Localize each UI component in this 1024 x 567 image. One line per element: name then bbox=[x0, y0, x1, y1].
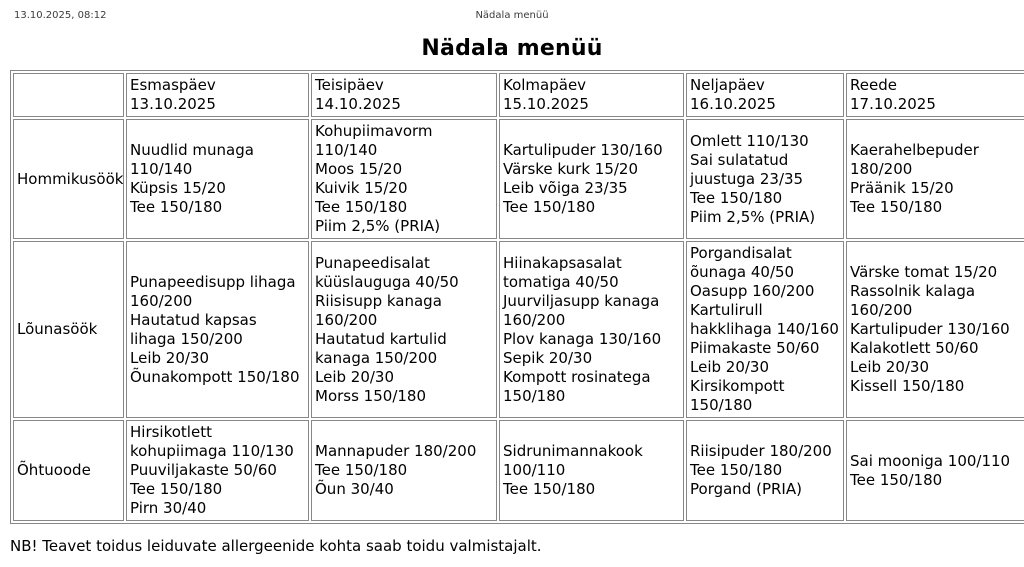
menu-cell bbox=[126, 119, 309, 239]
menu-item: Tee 150/180 bbox=[850, 198, 943, 216]
menu-cell bbox=[846, 241, 1024, 418]
day-name: Kolmapäev bbox=[503, 76, 587, 94]
menu-item: Kaerahelbepuder 180/200 bbox=[850, 141, 979, 178]
menu-row bbox=[13, 420, 1024, 521]
menu-cell bbox=[126, 420, 309, 521]
menu-cell bbox=[686, 420, 844, 521]
menu-item: Moos 15/20 bbox=[315, 160, 403, 178]
day-name: Neljapäev bbox=[690, 76, 765, 94]
menu-cell bbox=[311, 241, 497, 418]
menu-item: Tee 150/180 bbox=[503, 480, 596, 498]
menu-item: Õunakompott 150/180 bbox=[130, 367, 300, 386]
day-date: 16.10.2025 bbox=[690, 95, 776, 113]
menu-item: Kalakotlett 50/60 bbox=[850, 339, 979, 357]
menu-item: Pirn 30/40 bbox=[130, 499, 207, 517]
menu-item: Porgand (PRIA) bbox=[690, 480, 802, 498]
menu-item: Tee 150/180 bbox=[315, 461, 408, 479]
menu-cell bbox=[686, 241, 844, 418]
allergen-footnote: NB! Teavet toidus leiduvate allergeenide kohta saab toidu valmistajalt. bbox=[10, 537, 542, 555]
day-name: Esmaspäev bbox=[130, 76, 216, 94]
menu-item: Kartulirull hakklihaga 140/160 bbox=[690, 301, 839, 338]
day-date: 13.10.2025 bbox=[130, 95, 216, 113]
menu-item: Tee 150/180 bbox=[850, 470, 943, 489]
menu-cell bbox=[846, 420, 1024, 521]
print-header-document-title: Nädala menüü bbox=[475, 10, 549, 21]
menu-item: Küpsis 15/20 bbox=[130, 179, 226, 197]
menu-item: Rassolnik kalaga 160/200 bbox=[850, 282, 976, 319]
menu-item: Präänik 15/20 bbox=[850, 179, 954, 197]
menu-item: Hautatud kapsas lihaga 150/200 bbox=[130, 310, 257, 348]
menu-cell bbox=[311, 119, 497, 239]
menu-item: Leib 20/30 bbox=[315, 367, 395, 386]
menu-item: Tee 150/180 bbox=[690, 188, 783, 207]
menu-item: Riisisupp kanaga 160/200 bbox=[315, 291, 442, 329]
menu-item: Kartulipuder 130/160 bbox=[850, 320, 1010, 338]
menu-cell bbox=[126, 241, 309, 418]
menu-item: Kissell 150/180 bbox=[850, 377, 965, 395]
menu-table-body bbox=[13, 119, 1024, 521]
print-header-timestamp: 13.10.2025, 08:12 bbox=[14, 10, 107, 21]
menu-item: Kartulipuder 130/160 bbox=[503, 141, 663, 159]
menu-item: Sai sulatatud juustuga 23/35 bbox=[690, 150, 804, 188]
day-date: 15.10.2025 bbox=[503, 95, 589, 113]
menu-item: Tee 150/180 bbox=[130, 198, 223, 216]
meal-row-label: Õhtuoode bbox=[13, 420, 124, 521]
menu-item: Mannapuder 180/200 bbox=[315, 442, 477, 460]
menu-item: Leib 20/30 bbox=[130, 348, 210, 367]
day-name: Teisipäev bbox=[315, 76, 384, 94]
menu-item: Hautatud kartulid kanaga 150/200 bbox=[315, 329, 447, 367]
menu-cell bbox=[499, 241, 684, 418]
menu-item: Õun 30/40 bbox=[315, 480, 394, 498]
day-name: Reede bbox=[850, 76, 897, 94]
menu-item: Leib võiga 23/35 bbox=[503, 179, 628, 197]
menu-row bbox=[13, 241, 1024, 418]
menu-item: Tee 150/180 bbox=[690, 461, 783, 479]
menu-cell bbox=[846, 119, 1024, 239]
menu-item: Punapeedisalat küüslauguga 40/50 bbox=[315, 253, 459, 291]
menu-item: Puuviljakaste 50/60 bbox=[130, 461, 277, 479]
day-date: 17.10.2025 bbox=[850, 95, 936, 113]
meal-row-label: Lõunasöök bbox=[13, 241, 124, 418]
menu-item: Punapeedisupp lihaga 160/200 bbox=[130, 272, 296, 310]
menu-item: Piimakaste 50/60 bbox=[690, 339, 820, 357]
menu-cell bbox=[499, 119, 684, 239]
menu-item: Plov kanaga 130/160 bbox=[503, 329, 662, 348]
menu-item: Kohupiimavorm 110/140 bbox=[315, 122, 433, 159]
corner-cell bbox=[13, 73, 124, 117]
day-header bbox=[311, 73, 497, 117]
menu-item: Leib 20/30 bbox=[850, 358, 930, 376]
menu-item: Nuudlid munaga 110/140 bbox=[130, 141, 254, 178]
menu-item: Porgandisalat õunaga 40/50 bbox=[690, 244, 795, 281]
menu-item: Hirsikotlett kohupiimaga 110/130 bbox=[130, 423, 294, 460]
menu-item: Kirsikompott 150/180 bbox=[690, 377, 785, 414]
menu-item: Hiinakapsasalat tomatiga 40/50 bbox=[503, 253, 622, 291]
weekly-menu-table bbox=[10, 70, 1024, 524]
print-header bbox=[0, 0, 1024, 21]
menu-item: Piim 2,5% (PRIA) bbox=[315, 217, 441, 235]
menu-item: Kuivik 15/20 bbox=[315, 179, 408, 197]
menu-item: Kompott rosinatega 150/180 bbox=[503, 367, 651, 405]
menu-item: Omlett 110/130 bbox=[690, 131, 809, 150]
menu-item: Morss 150/180 bbox=[315, 386, 426, 405]
menu-item: Tee 150/180 bbox=[503, 198, 596, 216]
menu-item: Riisipuder 180/200 bbox=[690, 442, 832, 460]
menu-item: Piim 2,5% (PRIA) bbox=[690, 207, 816, 226]
day-header bbox=[846, 73, 1024, 117]
menu-cell bbox=[311, 420, 497, 521]
menu-item: Värske kurk 15/20 bbox=[503, 160, 638, 178]
menu-item: Sepik 20/30 bbox=[503, 348, 593, 367]
menu-item: Juurviljasupp kanaga 160/200 bbox=[503, 291, 660, 329]
menu-item: Tee 150/180 bbox=[315, 198, 408, 216]
day-header bbox=[126, 73, 309, 117]
page-title: Nädala menüü bbox=[421, 36, 603, 61]
menu-item: Oasupp 160/200 bbox=[690, 282, 815, 300]
menu-cell bbox=[499, 420, 684, 521]
day-date: 14.10.2025 bbox=[315, 95, 401, 113]
menu-item: Sidrunimannakook 100/110 bbox=[503, 442, 643, 479]
day-header bbox=[686, 73, 844, 117]
menu-cell bbox=[686, 119, 844, 239]
menu-item: Sai mooniga 100/110 bbox=[850, 451, 1011, 470]
menu-table-header-row bbox=[13, 73, 1024, 117]
menu-row bbox=[13, 119, 1024, 239]
menu-item: Leib 20/30 bbox=[690, 358, 770, 376]
meal-row-label: Hommikusöök bbox=[13, 119, 124, 239]
menu-item: Tee 150/180 bbox=[130, 480, 223, 498]
day-header bbox=[499, 73, 684, 117]
menu-item: Värske tomat 15/20 bbox=[850, 263, 998, 281]
